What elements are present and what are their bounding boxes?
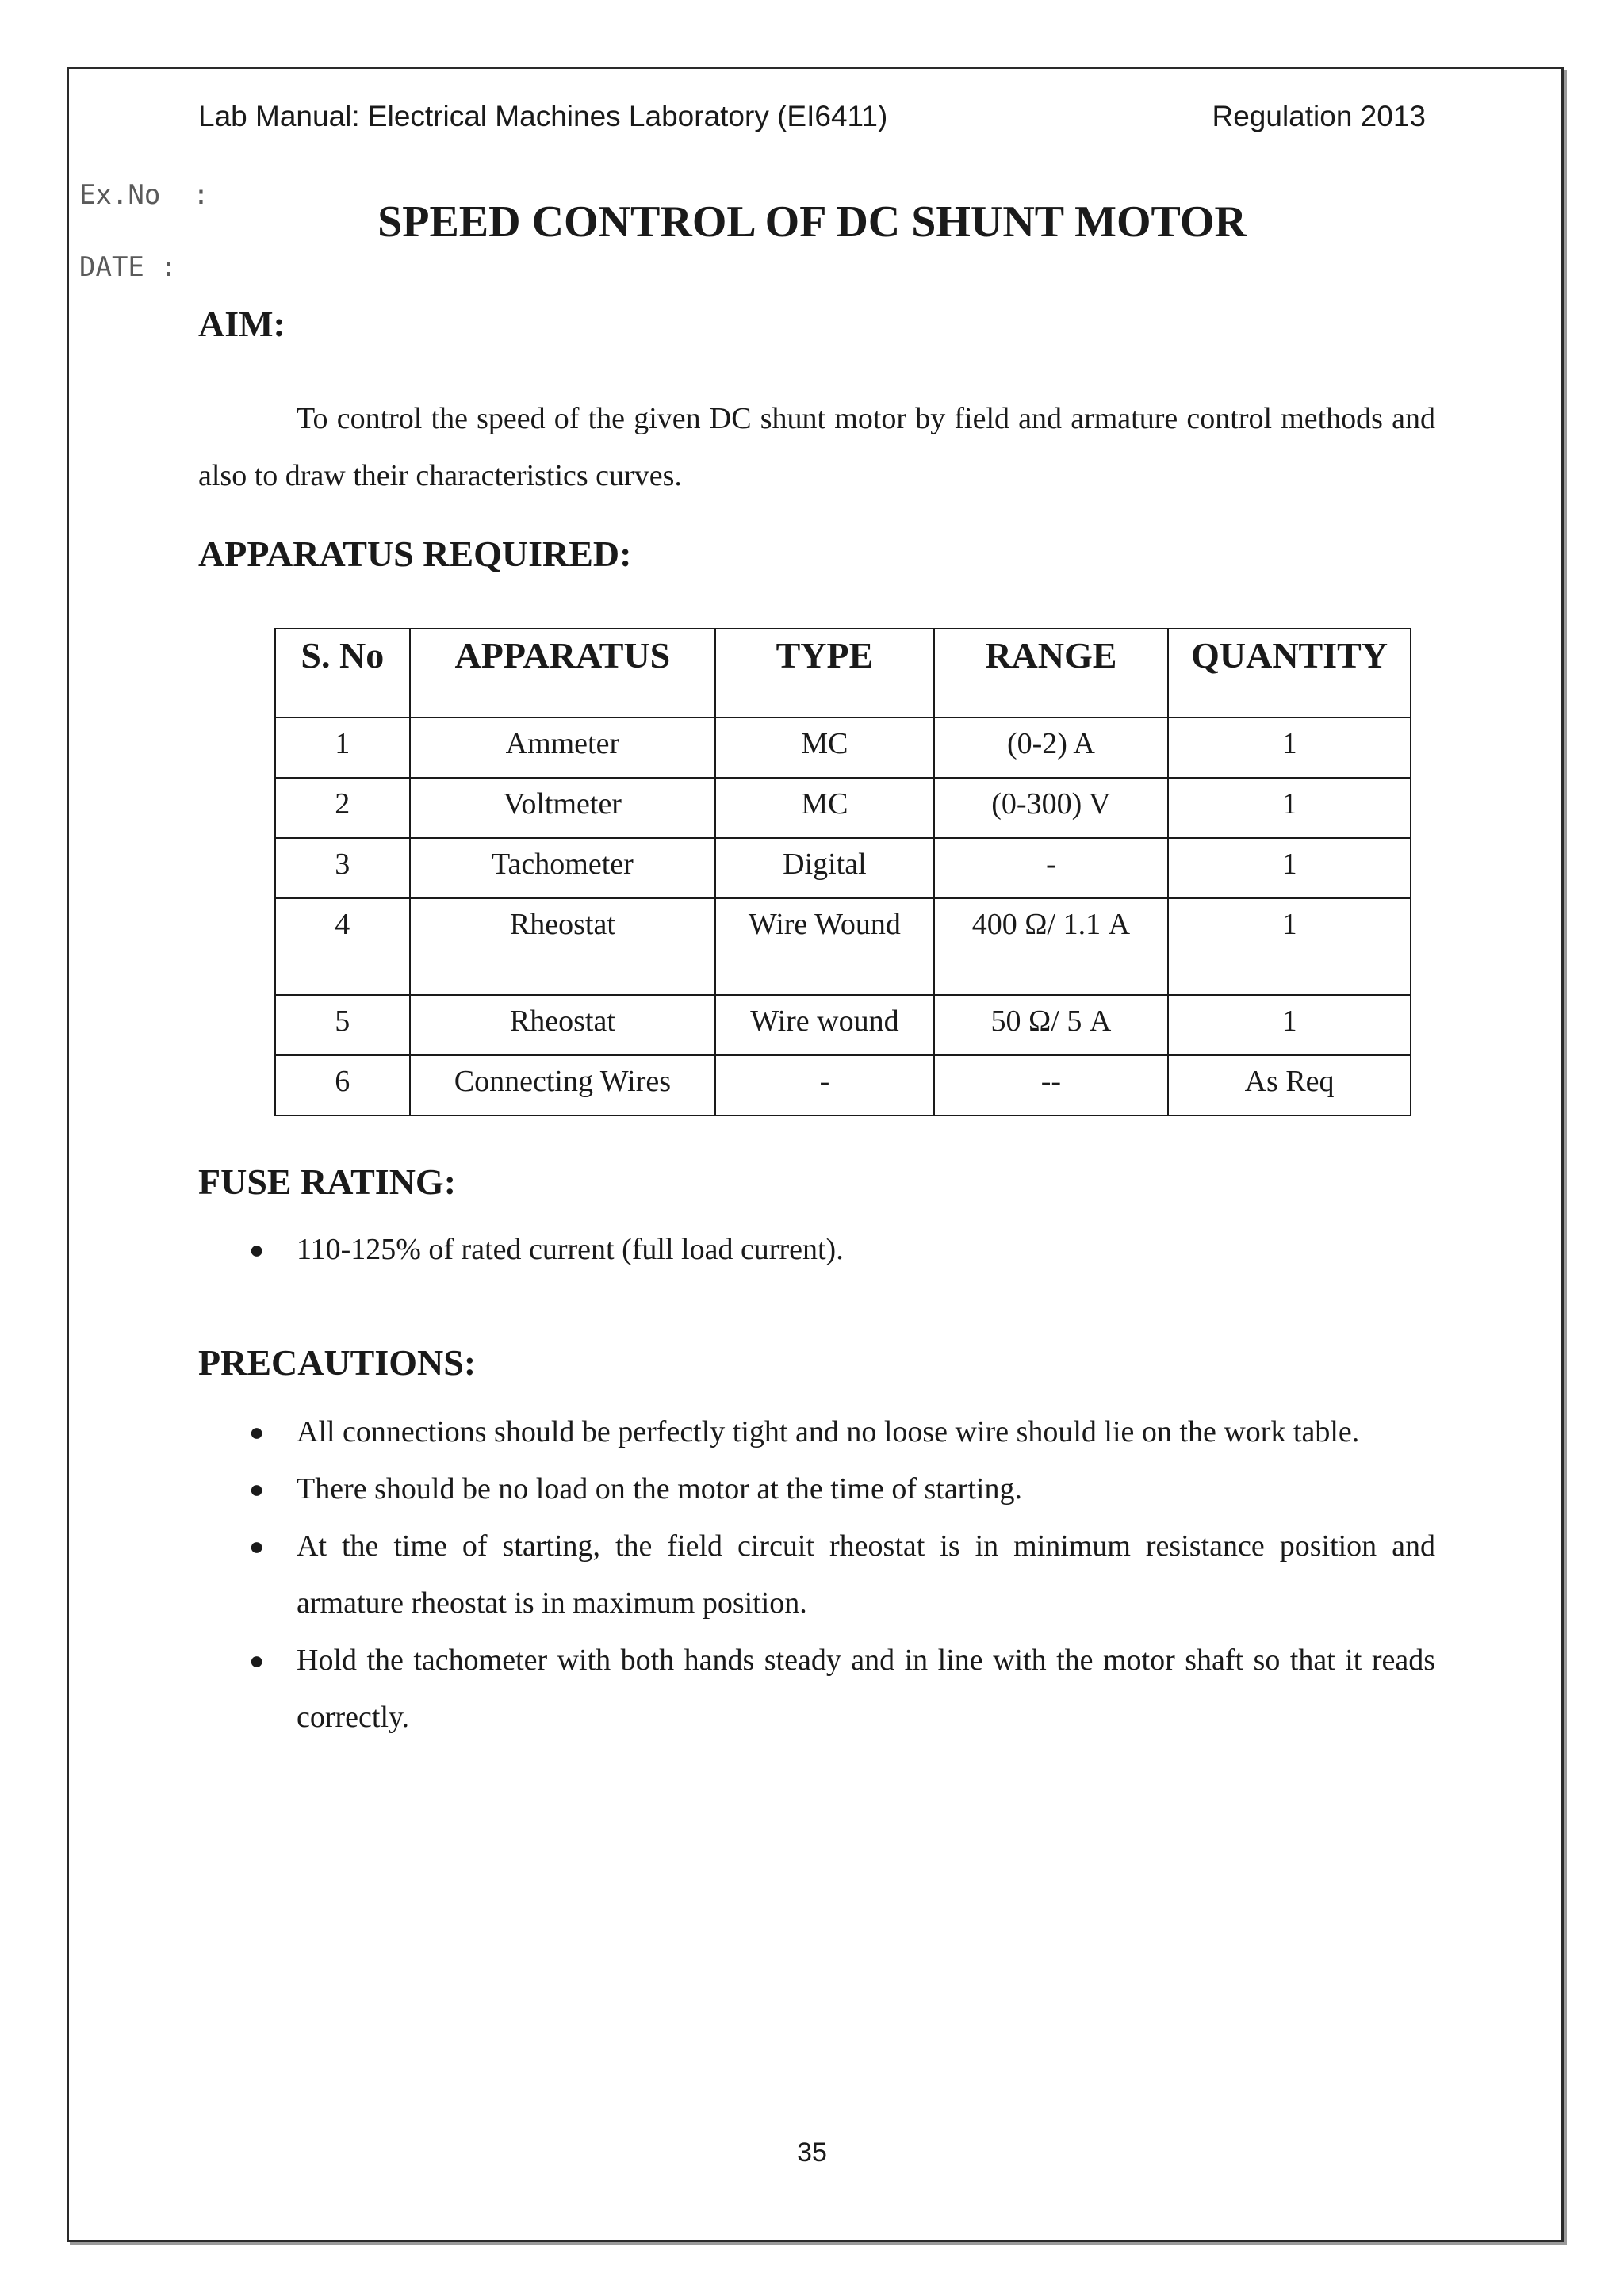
table-cell: Connecting Wires: [410, 1055, 716, 1115]
bullet-icon: ●: [249, 1418, 265, 1446]
running-header: [198, 98, 1426, 135]
aim-heading: AIM:: [198, 304, 285, 344]
exno-stamp: Ex.No :: [79, 179, 209, 211]
table-cell: Wire wound: [715, 995, 933, 1055]
bullet-icon: ●: [249, 1235, 265, 1264]
precautions-list: [198, 1403, 1435, 1746]
fuse-rating-heading: FUSE RATING:: [198, 1161, 457, 1202]
list-item: [198, 1460, 1435, 1517]
bullet-icon: ●: [249, 1532, 265, 1560]
table-row: [275, 718, 1411, 778]
column-header: APPARATUS: [410, 629, 716, 718]
table-cell: 400 Ω/ 1.1 A: [934, 898, 1169, 995]
table-cell: MC: [715, 718, 933, 778]
table-cell: 5: [275, 995, 410, 1055]
bullet-icon: ●: [249, 1475, 265, 1503]
list-item-text: At the time of starting, the field circuit rheostat is in minimum resistance position and armature rheostat is in maximum position.: [297, 1529, 1435, 1620]
list-item-text: There should be no load on the motor at the time of starting.: [297, 1472, 1022, 1506]
table-cell: -: [934, 838, 1169, 898]
header-course-title: Lab Manual: Electrical Machines Laboratory (EI6411): [198, 100, 888, 132]
apparatus-table: [274, 628, 1411, 1116]
table-row: [275, 898, 1411, 995]
table-header-row: [275, 629, 1411, 718]
table-cell: 6: [275, 1055, 410, 1115]
table-cell: 4: [275, 898, 410, 995]
list-item-text: All connections should be perfectly tight and no loose wire should lie on the work table.: [297, 1415, 1360, 1448]
list-item: [198, 1517, 1435, 1632]
table-row: [275, 995, 1411, 1055]
column-header: RANGE: [934, 629, 1169, 718]
date-stamp: DATE :: [79, 251, 177, 283]
table-cell: MC: [715, 778, 933, 838]
page-title: SPEED CONTROL OF DC SHUNT MOTOR: [377, 197, 1247, 247]
table-cell: 1: [1168, 898, 1411, 995]
fuse-rating-list: [198, 1221, 1435, 1278]
column-header: QUANTITY: [1168, 629, 1411, 718]
list-item: [198, 1632, 1435, 1746]
bullet-icon: ●: [249, 1646, 265, 1674]
list-item-text: 110-125% of rated current (full load current).: [297, 1233, 844, 1266]
table-cell: (0-300) V: [934, 778, 1169, 838]
table-cell: Voltmeter: [410, 778, 716, 838]
column-header: S. No: [275, 629, 410, 718]
list-item: [198, 1221, 1435, 1278]
table-cell: 1: [1168, 838, 1411, 898]
header-regulation: Regulation 2013: [1212, 100, 1426, 132]
table-cell: --: [934, 1055, 1169, 1115]
apparatus-heading: APPARATUS REQUIRED:: [198, 534, 632, 574]
table-row: [275, 778, 1411, 838]
table-cell: 2: [275, 778, 410, 838]
precautions-heading: PRECAUTIONS:: [198, 1342, 477, 1383]
table-cell: Wire Wound: [715, 898, 933, 995]
table-cell: Ammeter: [410, 718, 716, 778]
table-cell: 1: [1168, 995, 1411, 1055]
table-cell: As Req: [1168, 1055, 1411, 1115]
table-cell: -: [715, 1055, 933, 1115]
table-cell: 1: [275, 718, 410, 778]
list-item-text: Hold the tachometer with both hands steady and in line with the motor shaft so that it reads correctly.: [297, 1644, 1435, 1734]
table-cell: Rheostat: [410, 995, 716, 1055]
table-cell: 1: [1168, 718, 1411, 778]
list-item: [198, 1403, 1435, 1460]
column-header: TYPE: [715, 629, 933, 718]
table-cell: Tachometer: [410, 838, 716, 898]
table-cell: (0-2) A: [934, 718, 1169, 778]
table-cell: Rheostat: [410, 898, 716, 995]
table-row: [275, 1055, 1411, 1115]
table-cell: 50 Ω/ 5 A: [934, 995, 1169, 1055]
table-row: [275, 838, 1411, 898]
table-cell: 1: [1168, 778, 1411, 838]
table-cell: Digital: [715, 838, 933, 898]
page-number: 35: [797, 2137, 827, 2168]
aim-text: To control the speed of the given DC shunt motor by field and armature control methods and also to draw their characteristics curves.: [198, 402, 1435, 492]
table-cell: 3: [275, 838, 410, 898]
